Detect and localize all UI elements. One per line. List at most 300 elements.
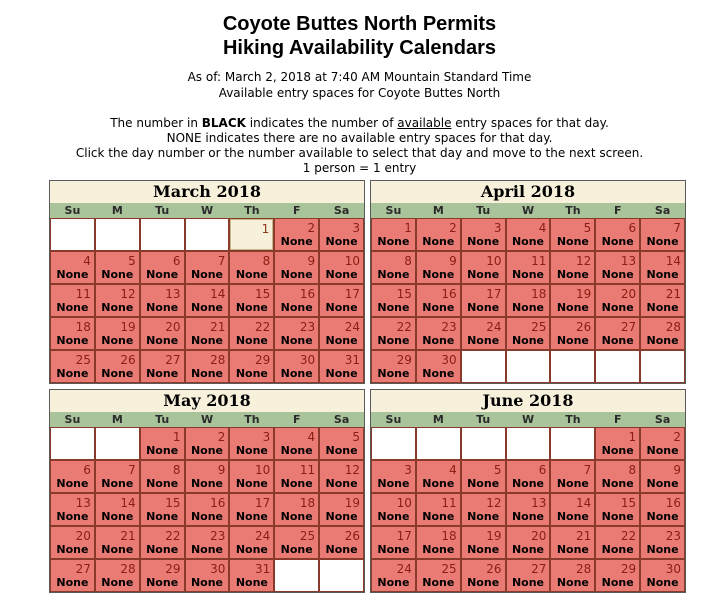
availability-none-label[interactable]: None	[511, 543, 545, 556]
availability-none-label[interactable]: None	[422, 576, 455, 589]
calendar-day-cell[interactable]	[51, 318, 94, 349]
day-number[interactable]: 10	[255, 463, 271, 477]
calendar-day-cell[interactable]	[275, 318, 318, 349]
availability-none-label[interactable]: None	[422, 268, 455, 281]
calendar-day-cell[interactable]	[641, 219, 684, 250]
day-number[interactable]: 16	[210, 496, 226, 510]
availability-none-label[interactable]: None	[377, 334, 410, 347]
availability-none-label[interactable]: None	[556, 510, 589, 523]
day-number[interactable]: 1	[404, 221, 412, 235]
day-number[interactable]: 2	[449, 221, 457, 235]
calendar-day-cell[interactable]	[275, 285, 318, 316]
calendar-day-cell[interactable]	[417, 560, 460, 591]
availability-none-label[interactable]: None	[280, 444, 313, 457]
availability-none-label[interactable]: None	[190, 576, 224, 589]
day-number[interactable]: 4	[307, 430, 316, 444]
availability-none-label[interactable]: None	[280, 334, 313, 347]
day-number[interactable]: 17	[255, 496, 271, 510]
availability-none-label[interactable]: None	[325, 444, 358, 457]
day-number[interactable]: 7	[217, 254, 226, 268]
day-number[interactable]: 2	[217, 430, 226, 444]
calendar-day-cell[interactable]	[596, 285, 639, 316]
availability-none-label[interactable]: None	[56, 576, 89, 589]
availability-none-label[interactable]: None	[101, 477, 134, 490]
calendar-day-cell[interactable]	[186, 461, 229, 492]
calendar-day-cell[interactable]	[551, 219, 594, 250]
day-number[interactable]: 9	[307, 254, 316, 268]
calendar-day-cell[interactable]	[96, 351, 139, 382]
calendar-day-cell[interactable]	[96, 461, 139, 492]
calendar-day-cell[interactable]	[230, 494, 273, 525]
day-number[interactable]: 6	[172, 254, 181, 268]
calendar-day-cell[interactable]	[320, 252, 363, 283]
availability-none-label[interactable]: None	[146, 543, 179, 556]
day-number[interactable]: 29	[255, 353, 271, 367]
availability-none-label[interactable]: None	[422, 543, 455, 556]
calendar-day-cell[interactable]	[462, 527, 505, 558]
calendar-day-cell[interactable]	[320, 219, 363, 250]
day-number[interactable]: 19	[120, 320, 136, 334]
day-number[interactable]: 17	[396, 529, 412, 543]
day-number[interactable]: 10	[486, 254, 502, 268]
availability-none-label[interactable]: None	[467, 477, 500, 490]
availability-none-label[interactable]: None	[235, 268, 268, 281]
calendar-day-cell[interactable]	[462, 318, 505, 349]
calendar-day-cell[interactable]	[462, 560, 505, 591]
day-number[interactable]: 30	[665, 562, 681, 576]
calendar-day-cell[interactable]	[230, 285, 273, 316]
calendar-day-cell[interactable]	[551, 285, 594, 316]
day-number[interactable]: 16	[299, 287, 316, 301]
availability-none-label[interactable]: None	[467, 543, 500, 556]
day-number[interactable]: 24	[255, 529, 271, 543]
calendar-day-cell[interactable]	[462, 252, 505, 283]
day-number[interactable]: 31	[255, 562, 271, 576]
availability-none-label[interactable]: None	[235, 367, 268, 380]
calendar-day-cell[interactable]	[275, 351, 318, 382]
calendar-day-cell[interactable]	[417, 494, 460, 525]
availability-none-label[interactable]: None	[377, 268, 410, 281]
day-number[interactable]: 4	[538, 221, 547, 235]
availability-none-label[interactable]: None	[377, 576, 410, 589]
availability-none-label[interactable]: None	[235, 576, 268, 589]
availability-none-label[interactable]: None	[422, 477, 455, 490]
availability-none-label[interactable]: None	[280, 301, 313, 314]
day-number[interactable]: 12	[344, 463, 360, 477]
availability-none-label[interactable]: None	[101, 367, 134, 380]
day-number[interactable]: 27	[165, 353, 181, 367]
day-number[interactable]: 30	[441, 353, 457, 367]
day-number[interactable]: 13	[75, 496, 91, 510]
day-number[interactable]: 23	[441, 320, 457, 334]
availability-none-label[interactable]: None	[556, 235, 589, 248]
availability-none-label[interactable]: None	[146, 477, 179, 490]
availability-none-label[interactable]: None	[377, 543, 410, 556]
calendar-day-cell[interactable]	[141, 252, 184, 283]
availability-none-label[interactable]: None	[56, 334, 89, 347]
day-number[interactable]: 15	[255, 287, 271, 301]
availability-none-label[interactable]: None	[377, 367, 410, 380]
calendar-day-cell[interactable]	[51, 252, 94, 283]
day-number[interactable]: 23	[665, 529, 681, 543]
calendar-day-cell[interactable]	[507, 527, 550, 558]
availability-none-label[interactable]: None	[56, 268, 89, 281]
availability-none-label[interactable]: None	[556, 477, 589, 490]
availability-none-label[interactable]: None	[511, 576, 545, 589]
availability-none-label[interactable]: None	[190, 444, 224, 457]
calendar-day-cell[interactable]	[320, 318, 363, 349]
day-number[interactable]: 14	[210, 287, 226, 301]
calendar-day-cell[interactable]	[96, 560, 139, 591]
calendar-day-cell[interactable]	[141, 318, 184, 349]
availability-none-label[interactable]: None	[511, 268, 545, 281]
calendar-day-cell[interactable]	[96, 494, 139, 525]
day-number[interactable]: 26	[576, 320, 592, 334]
day-number[interactable]: 13	[165, 287, 181, 301]
calendar-day-cell[interactable]	[230, 428, 273, 459]
day-number[interactable]: 6	[83, 463, 91, 477]
day-number[interactable]: 20	[531, 529, 547, 543]
calendar-day-cell[interactable]	[507, 560, 550, 591]
day-number[interactable]: 3	[262, 430, 271, 444]
day-number[interactable]: 15	[620, 496, 637, 510]
day-number[interactable]: 21	[576, 529, 592, 543]
availability-none-label[interactable]: None	[190, 367, 224, 380]
calendar-day-cell[interactable]	[417, 527, 460, 558]
availability-none-label[interactable]: None	[556, 334, 589, 347]
day-number[interactable]: 26	[486, 562, 502, 576]
availability-none-label[interactable]: None	[56, 543, 89, 556]
calendar-day-cell[interactable]	[186, 285, 229, 316]
day-number[interactable]: 20	[75, 529, 91, 543]
availability-none-label[interactable]: None	[235, 543, 268, 556]
day-number[interactable]: 24	[486, 320, 502, 334]
availability-none-label[interactable]: None	[325, 235, 358, 248]
availability-none-label[interactable]: None	[280, 510, 313, 523]
availability-none-label[interactable]: None	[280, 543, 313, 556]
calendar-day-cell[interactable]	[372, 318, 415, 349]
day-number[interactable]: 3	[352, 221, 360, 235]
day-number[interactable]: 1	[628, 430, 637, 444]
availability-none-label[interactable]: None	[280, 235, 313, 248]
availability-none-label[interactable]: None	[146, 510, 179, 523]
calendar-day-cell[interactable]	[275, 527, 318, 558]
availability-none-label[interactable]: None	[467, 235, 500, 248]
availability-none-label[interactable]: None	[601, 334, 634, 347]
calendar-day-cell[interactable]	[320, 527, 363, 558]
availability-none-label[interactable]: None	[101, 576, 134, 589]
day-number[interactable]: 28	[120, 562, 136, 576]
availability-none-label[interactable]: None	[511, 334, 545, 347]
availability-none-label[interactable]: None	[601, 576, 634, 589]
calendar-day-cell[interactable]	[551, 252, 594, 283]
availability-none-label[interactable]: None	[56, 301, 89, 314]
availability-none-label[interactable]: None	[146, 444, 179, 457]
availability-none-label[interactable]: None	[101, 510, 134, 523]
calendar-day-cell[interactable]	[417, 461, 460, 492]
availability-none-label[interactable]: None	[235, 334, 268, 347]
availability-none-label[interactable]: None	[646, 268, 679, 281]
day-number[interactable]: 22	[620, 529, 637, 543]
calendar-day-cell[interactable]	[186, 527, 229, 558]
day-number[interactable]: 14	[576, 496, 592, 510]
availability-none-label[interactable]: None	[601, 444, 634, 457]
calendar-day-cell[interactable]	[372, 351, 415, 382]
day-number[interactable]: 12	[120, 287, 136, 301]
calendar-day-cell[interactable]	[507, 461, 550, 492]
calendar-day-cell[interactable]	[596, 560, 639, 591]
day-number[interactable]: 26	[344, 529, 360, 543]
availability-none-label[interactable]: None	[646, 444, 679, 457]
calendar-day-cell[interactable]	[507, 219, 550, 250]
calendar-day-cell[interactable]	[551, 560, 594, 591]
availability-none-label[interactable]: None	[601, 268, 634, 281]
day-number[interactable]: 16	[441, 287, 457, 301]
calendar-day-cell[interactable]	[417, 219, 460, 250]
calendar-day-cell[interactable]	[51, 494, 94, 525]
availability-none-label[interactable]: None	[146, 367, 179, 380]
calendar-day-cell[interactable]	[141, 494, 184, 525]
day-number[interactable]: 15	[165, 496, 181, 510]
calendar-day-cell[interactable]	[507, 494, 550, 525]
calendar-day-cell[interactable]	[230, 560, 273, 591]
calendar-day-cell[interactable]	[462, 461, 505, 492]
calendar-day-cell[interactable]	[51, 560, 94, 591]
availability-none-label[interactable]: None	[325, 301, 358, 314]
calendar-day-cell[interactable]	[275, 494, 318, 525]
availability-none-label[interactable]: None	[646, 510, 679, 523]
calendar-day-cell[interactable]	[275, 219, 318, 250]
availability-none-label[interactable]: None	[190, 477, 224, 490]
calendar-day-cell[interactable]	[417, 285, 460, 316]
calendar-day-cell[interactable]	[417, 252, 460, 283]
availability-none-label[interactable]: None	[646, 543, 679, 556]
day-number[interactable]: 11	[299, 463, 316, 477]
availability-none-label[interactable]: None	[422, 334, 455, 347]
calendar-day-cell[interactable]	[596, 252, 639, 283]
day-number[interactable]: 12	[486, 496, 502, 510]
day-number[interactable]: 27	[531, 562, 547, 576]
day-number[interactable]: 5	[493, 463, 502, 477]
availability-none-label[interactable]: None	[101, 543, 134, 556]
calendar-day-cell[interactable]	[186, 494, 229, 525]
calendar-day-cell[interactable]	[230, 351, 273, 382]
day-number[interactable]: 25	[299, 529, 316, 543]
calendar-day-cell[interactable]	[372, 252, 415, 283]
day-number[interactable]: 3	[404, 463, 412, 477]
day-number[interactable]: 4	[83, 254, 91, 268]
calendar-day-cell[interactable]	[141, 527, 184, 558]
availability-none-label[interactable]: None	[56, 367, 89, 380]
availability-none-label[interactable]: None	[235, 510, 268, 523]
day-number[interactable]: 26	[120, 353, 136, 367]
calendar-day-cell[interactable]	[372, 285, 415, 316]
day-number[interactable]: 4	[449, 463, 457, 477]
availability-none-label[interactable]: None	[601, 543, 634, 556]
calendar-day-cell[interactable]	[186, 351, 229, 382]
day-number[interactable]: 14	[120, 496, 136, 510]
day-number[interactable]: 12	[576, 254, 592, 268]
day-number[interactable]: 29	[396, 353, 412, 367]
calendar-day-cell[interactable]	[186, 252, 229, 283]
availability-none-label[interactable]: None	[556, 301, 589, 314]
availability-none-label[interactable]: None	[646, 477, 679, 490]
day-number[interactable]: 5	[352, 430, 360, 444]
calendar-day-cell[interactable]	[51, 351, 94, 382]
availability-none-label[interactable]: None	[467, 301, 500, 314]
day-number[interactable]: 6	[538, 463, 547, 477]
availability-none-label[interactable]: None	[422, 367, 455, 380]
availability-none-label[interactable]: None	[422, 301, 455, 314]
availability-none-label[interactable]: None	[190, 334, 224, 347]
day-number[interactable]: 27	[75, 562, 91, 576]
availability-none-label[interactable]: None	[467, 576, 500, 589]
calendar-day-cell[interactable]	[230, 252, 273, 283]
calendar-day-cell[interactable]	[320, 461, 363, 492]
availability-none-label[interactable]: None	[325, 268, 358, 281]
day-number[interactable]: 1	[172, 430, 181, 444]
availability-none-label[interactable]: None	[325, 510, 358, 523]
calendar-day-cell[interactable]	[51, 461, 94, 492]
availability-none-label[interactable]: None	[56, 510, 89, 523]
availability-none-label[interactable]: None	[646, 334, 679, 347]
day-number[interactable]: 16	[665, 496, 681, 510]
calendar-day-cell[interactable]	[507, 318, 550, 349]
calendar-day-cell[interactable]	[641, 560, 684, 591]
availability-none-label[interactable]: None	[556, 576, 589, 589]
calendar-day-cell[interactable]	[186, 428, 229, 459]
day-number[interactable]: 30	[299, 353, 316, 367]
calendar-day-cell[interactable]	[596, 494, 639, 525]
day-number[interactable]: 19	[576, 287, 592, 301]
day-number[interactable]: 20	[620, 287, 637, 301]
day-number[interactable]: 19	[486, 529, 502, 543]
calendar-day-cell[interactable]	[372, 461, 415, 492]
availability-none-label[interactable]: None	[235, 301, 268, 314]
availability-none-label[interactable]: None	[646, 301, 679, 314]
availability-none-label[interactable]: None	[646, 235, 679, 248]
calendar-day-cell[interactable]	[551, 461, 594, 492]
calendar-day-cell[interactable]	[141, 461, 184, 492]
calendar-day-cell[interactable]	[96, 527, 139, 558]
calendar-day-cell[interactable]	[507, 252, 550, 283]
availability-none-label[interactable]: None	[101, 334, 134, 347]
calendar-day-cell[interactable]	[507, 285, 550, 316]
calendar-day-cell[interactable]	[462, 285, 505, 316]
day-number[interactable]: 19	[344, 496, 360, 510]
availability-none-label[interactable]: None	[101, 268, 134, 281]
calendar-day-cell[interactable]	[551, 527, 594, 558]
availability-none-label[interactable]: None	[511, 510, 545, 523]
calendar-day-cell[interactable]	[96, 318, 139, 349]
availability-none-label[interactable]: None	[235, 477, 268, 490]
day-number[interactable]: 18	[441, 529, 457, 543]
calendar-day-cell[interactable]	[320, 285, 363, 316]
day-number[interactable]: 18	[299, 496, 316, 510]
calendar-day-cell[interactable]	[96, 252, 139, 283]
availability-none-label[interactable]: None	[190, 268, 224, 281]
day-number[interactable]: 29	[165, 562, 181, 576]
availability-none-label[interactable]: None	[325, 334, 358, 347]
availability-none-label[interactable]: None	[377, 235, 410, 248]
availability-none-label[interactable]: None	[422, 235, 455, 248]
day-number[interactable]: 25	[531, 320, 547, 334]
calendar-day-cell[interactable]	[320, 494, 363, 525]
availability-none-label[interactable]: None	[556, 268, 589, 281]
availability-none-label[interactable]: None	[56, 477, 89, 490]
day-number[interactable]: 14	[665, 254, 681, 268]
day-number[interactable]: 22	[255, 320, 271, 334]
day-number[interactable]: 9	[449, 254, 457, 268]
availability-none-label[interactable]: None	[235, 444, 268, 457]
calendar-day-cell[interactable]	[141, 351, 184, 382]
day-number[interactable]: 8	[404, 254, 412, 268]
calendar-day-cell[interactable]	[462, 219, 505, 250]
calendar-day-cell[interactable]	[51, 285, 94, 316]
calendar-day-cell[interactable]	[417, 351, 460, 382]
day-number[interactable]: 29	[620, 562, 637, 576]
day-number[interactable]: 22	[165, 529, 181, 543]
day-number[interactable]: 17	[486, 287, 502, 301]
availability-none-label[interactable]: None	[646, 576, 679, 589]
calendar-day-cell[interactable]	[275, 461, 318, 492]
day-number[interactable]: 17	[344, 287, 360, 301]
day-number[interactable]: 28	[665, 320, 681, 334]
calendar-day-cell[interactable]	[417, 318, 460, 349]
calendar-day-cell[interactable]	[230, 527, 273, 558]
calendar-day-cell[interactable]	[372, 219, 415, 250]
calendar-day-cell[interactable]	[641, 318, 684, 349]
availability-none-label[interactable]: None	[280, 477, 313, 490]
calendar-day-cell[interactable]	[372, 527, 415, 558]
calendar-day-cell[interactable]	[641, 527, 684, 558]
day-number[interactable]: 28	[210, 353, 226, 367]
day-number[interactable]: 5	[128, 254, 136, 268]
day-number[interactable]: 25	[75, 353, 91, 367]
availability-none-label[interactable]: None	[146, 301, 179, 314]
calendar-day-cell[interactable]	[141, 428, 184, 459]
day-number[interactable]: 13	[531, 496, 547, 510]
calendar-day-cell[interactable]	[230, 318, 273, 349]
availability-none-label[interactable]: None	[467, 510, 500, 523]
day-number[interactable]: 11	[441, 496, 457, 510]
day-number[interactable]: 22	[396, 320, 412, 334]
availability-none-label[interactable]: None	[601, 477, 634, 490]
day-number[interactable]: 21	[210, 320, 226, 334]
calendar-day-cell[interactable]	[596, 318, 639, 349]
day-number[interactable]: 18	[531, 287, 547, 301]
availability-none-label[interactable]: None	[325, 543, 358, 556]
day-number[interactable]: 11	[531, 254, 547, 268]
day-number[interactable]: 8	[628, 463, 637, 477]
calendar-day-cell[interactable]	[51, 527, 94, 558]
day-number[interactable]: 5	[583, 221, 592, 235]
calendar-day-cell[interactable]	[596, 219, 639, 250]
calendar-day-cell[interactable]	[462, 494, 505, 525]
availability-none-label[interactable]: None	[467, 268, 500, 281]
day-number[interactable]: 9	[217, 463, 226, 477]
day-number[interactable]: 7	[128, 463, 136, 477]
availability-none-label[interactable]: None	[101, 301, 134, 314]
calendar-day-cell[interactable]	[320, 351, 363, 382]
day-number[interactable]: 10	[344, 254, 360, 268]
day-number[interactable]: 15	[396, 287, 412, 301]
availability-none-label[interactable]: None	[146, 268, 179, 281]
day-number[interactable]: 24	[396, 562, 412, 576]
day-number[interactable]: 2	[673, 430, 681, 444]
day-number[interactable]: 18	[75, 320, 91, 334]
day-number[interactable]: 11	[75, 287, 91, 301]
